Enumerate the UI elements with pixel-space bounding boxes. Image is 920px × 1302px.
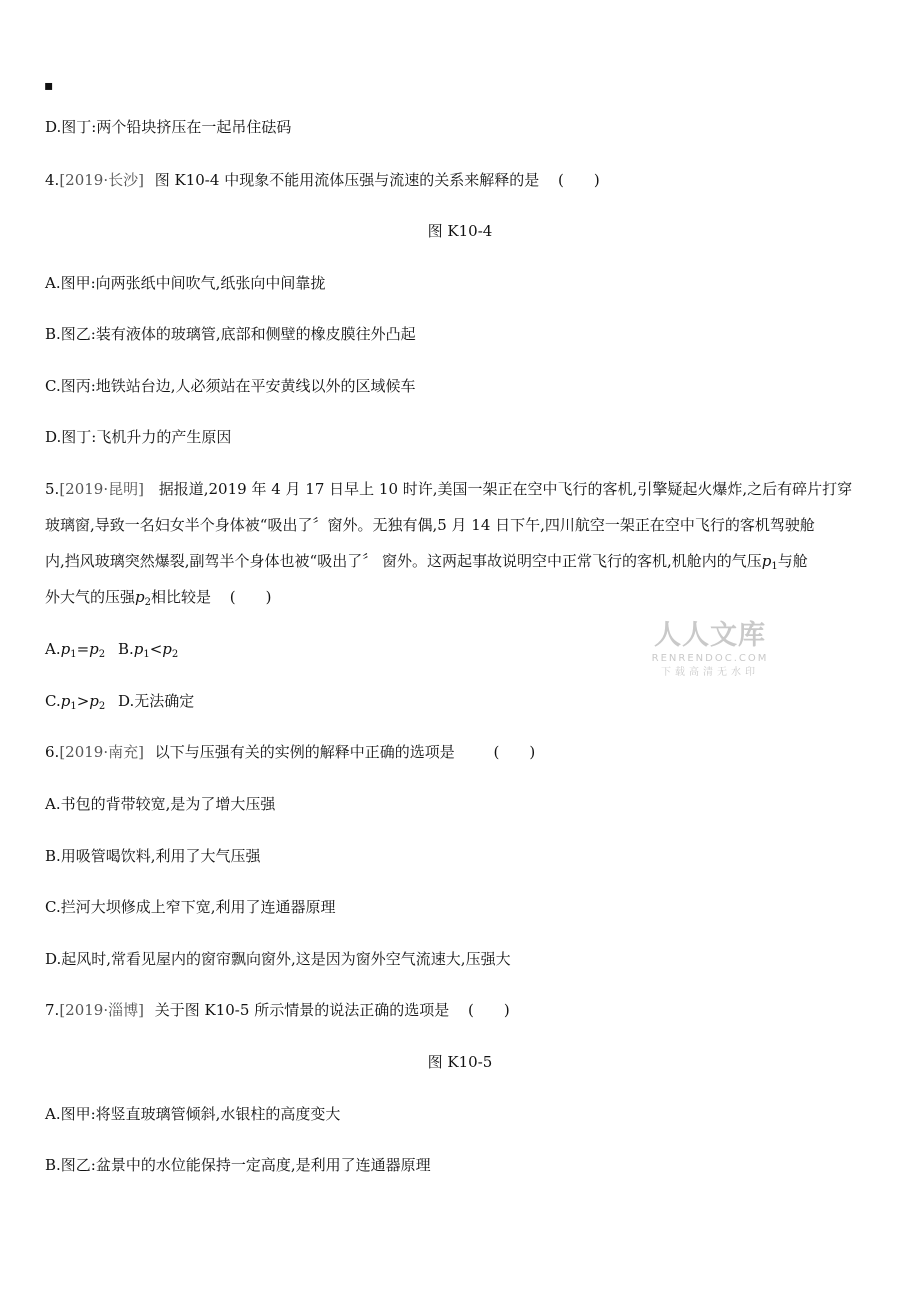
q6-option-b: B.用吸管喝饮料,利用了大气压强 bbox=[45, 847, 261, 865]
option-label: C. bbox=[45, 692, 61, 710]
q6-answer-paren: ( ) bbox=[493, 743, 536, 761]
q5-option-a bbox=[45, 640, 110, 658]
q5-stem-line1 bbox=[45, 480, 880, 498]
q6-option-c: C.拦河大坝修成上窄下宽,利用了连通器原理 bbox=[45, 898, 336, 916]
option-label: A. bbox=[45, 640, 61, 658]
q5-sub: 1 bbox=[70, 649, 77, 660]
q5-var-p: p bbox=[89, 692, 99, 710]
q7-source: [2019·淄博] bbox=[59, 1001, 144, 1019]
q5-option-d: D.无法确定 bbox=[118, 692, 195, 710]
q5-stem-line4 bbox=[45, 588, 880, 612]
option-label: B. bbox=[117, 640, 134, 658]
q5-line4-text: 外大气的压强 bbox=[45, 588, 136, 606]
q5-var-p: p bbox=[89, 640, 99, 658]
q5-var-p: p bbox=[133, 640, 144, 658]
q5-sub: 2 bbox=[171, 649, 179, 660]
q4-option-b: B.图乙:装有液体的玻璃管,底部和侧壁的橡皮膜往外凸起 bbox=[45, 325, 416, 343]
q5-number: 5. bbox=[45, 480, 60, 498]
q7-option-a: A.图甲:将竖直玻璃管倾斜,水银柱的高度变大 bbox=[45, 1105, 341, 1123]
q6-stem bbox=[45, 743, 880, 761]
q5-line3-tail: 与舱 bbox=[777, 552, 808, 570]
page-marker: ▪ bbox=[44, 78, 54, 94]
watermark-logo bbox=[640, 620, 780, 680]
q5-option-c bbox=[45, 692, 110, 710]
q4-source: [2019·长沙] bbox=[59, 171, 144, 189]
q6-number: 6. bbox=[45, 743, 60, 761]
q5-stem-line3 bbox=[45, 552, 880, 576]
q5-answer-paren: ( ) bbox=[229, 588, 272, 606]
relation: < bbox=[149, 640, 163, 658]
q6-stem-text: 以下与压强有关的实例的解释中正确的选项是 bbox=[154, 743, 455, 761]
q5-options-cd bbox=[45, 692, 880, 716]
q5-var-p: p bbox=[60, 640, 71, 658]
q5-var-p: p bbox=[60, 692, 71, 710]
q4-stem bbox=[45, 171, 880, 189]
watermark-domain: RENRENDOC.COM bbox=[651, 653, 769, 664]
q5-sub: 1 bbox=[143, 649, 150, 660]
q5-line3-text: 内,挡风玻璃突然爆裂,副驾半个身体也被“吸出了〞 窗外。这两起事故说明空中正常飞行的客机,机舱内的气压 bbox=[45, 552, 762, 570]
watermark-title: 人人文库 bbox=[654, 620, 766, 651]
q4-option-d: D.图丁:飞机升力的产生原因 bbox=[45, 428, 232, 446]
relation: > bbox=[76, 692, 90, 710]
q4-number: 4. bbox=[45, 171, 60, 189]
q6-source: [2019·南充] bbox=[59, 743, 144, 761]
figure-caption-k10-4: 图 K10-4 bbox=[427, 222, 493, 240]
figure-caption-k10-5: 图 K10-5 bbox=[427, 1053, 493, 1071]
q4-stem-text: 图 K10-4 中现象不能用流体压强与流速的关系来解释的是 bbox=[154, 171, 540, 189]
q3-option-d: D.图丁:两个铅块挤压在一起吊住砝码 bbox=[45, 118, 292, 136]
q5-line1-text: 据报道,2019 年 4 月 17 日早上 10 时许,美国一架正在空中飞行的客机,引擎疑起火爆炸,之后有碎片打穿 bbox=[158, 480, 853, 498]
q7-answer-paren: ( ) bbox=[467, 1001, 510, 1019]
q5-sub: 2 bbox=[144, 597, 151, 608]
relation: = bbox=[76, 640, 90, 658]
q5-source: [2019·昆明] bbox=[59, 480, 144, 498]
q5-var-p: p bbox=[761, 552, 772, 570]
q7-stem-text: 关于图 K10-5 所示情景的说法正确的选项是 bbox=[154, 1001, 450, 1019]
watermark-slogan: 下载高清无水印 bbox=[661, 667, 759, 678]
q5-sub: 1 bbox=[70, 701, 77, 712]
q5-sub: 2 bbox=[98, 649, 106, 660]
q4-option-c: C.图丙:地铁站台边,人必须站在平安黄线以外的区域候车 bbox=[45, 377, 416, 395]
q5-stem-line2: 玻璃窗,导致一名妇女半个身体被“吸出了〞窗外。无独有偶,5 月 14 日下午,四川航空一架正在空中飞行的客机驾驶舱 bbox=[45, 516, 815, 534]
q7-number: 7. bbox=[45, 1001, 60, 1019]
q6-option-d: D.起风时,常看见屋内的窗帘飘向窗外,这是因为窗外空气流速大,压强大 bbox=[45, 950, 511, 968]
q5-option-b bbox=[118, 640, 178, 658]
q5-sub: 1 bbox=[771, 561, 778, 572]
q4-answer-paren: ( ) bbox=[557, 171, 600, 189]
q7-stem bbox=[45, 1001, 880, 1019]
q5-var-p: p bbox=[162, 640, 172, 658]
q5-line4-tail: 相比较是 bbox=[151, 588, 212, 606]
q5-var-p: p bbox=[135, 588, 145, 606]
q4-option-a: A.图甲:向两张纸中间吹气,纸张向中间靠拢 bbox=[45, 274, 326, 292]
q5-sub: 2 bbox=[98, 701, 106, 712]
q7-option-b: B.图乙:盆景中的水位能保持一定高度,是利用了连通器原理 bbox=[45, 1156, 431, 1174]
q6-option-a: A.书包的背带较宽,是为了增大压强 bbox=[45, 795, 276, 813]
